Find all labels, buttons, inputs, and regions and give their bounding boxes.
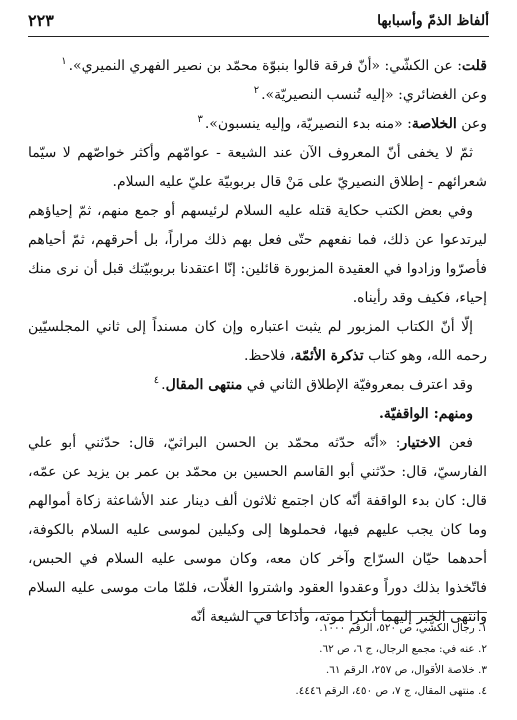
- paragraph-8: [28, 400, 487, 429]
- book-title-muntaha: منتهى المقال: [165, 377, 243, 393]
- running-title: ألفاظ الذمّ وأسبابها: [377, 13, 489, 29]
- footnote-2: ٢. عنه في: مجمع الرجال، ج ٦، ص ٦٢.: [319, 643, 487, 655]
- section-waqifiyya: الواقفيّة: [383, 406, 429, 422]
- label-khulasa: الخلاصة: [411, 116, 457, 132]
- paragraph-4: ثمّ لا يخفى أنّ المعروف الآن عند الشيعة - عوامّهم وأكثر خواصّهم لا سيّما شعرائهم - إطلاق النصيريّ على مَنْ قال بربوبيّة عليّ عليه السلام.: [28, 145, 487, 190]
- footnote-ref-2: ٢: [253, 85, 260, 97]
- paragraph-3-prefix: وعن: [456, 116, 487, 132]
- page-number: ٢٢٣: [28, 11, 54, 30]
- book-title-tadhkira: تذكرة الأئمّة: [294, 348, 364, 364]
- footnote-4: ٤. منتهى المقال، ج ٧، ص ٤٥٠، الرقم ٤٤٤٦.: [295, 685, 487, 697]
- footnote-3: ٣. خلاصة الأقوال، ص ٢٥٧، الرقم ٦١.: [325, 664, 487, 676]
- footnote-1: ١. رجال الكشّي، ص ٥٢٠، الرقم ١٠٠٠.: [319, 622, 487, 634]
- paragraph-9: [28, 429, 487, 632]
- footnote-divider: [247, 612, 487, 613]
- paragraph-8-text-a: ومنهم:: [428, 406, 473, 422]
- paragraph-5: وفي بعض الكتب حكاية قتله عليه السلام لرئيسهم أو جمع منهم، ثمّ إحياؤهم ليرتدعوا عن ذلك، فما نفعهم حتّى فعل بهم ذلك مراراً، بل أحرقهم، ثمّ أحياهم فأصرّوا وزادوا في العقيدة المزبورة قائلين: إنّا اعتقدنا بربوبيّتك قبل أن نرى منك إحياء، فكيف وقد رأيناه.: [28, 203, 487, 306]
- label-qultu: قلت: [461, 58, 487, 74]
- paragraph-2: [28, 81, 487, 110]
- paragraph-9-text-b: : «أنّه حدّثه محمّد بن الحسن البراثيّ، قال: حدّثني أبو علي الفارسيّ، قال: حدّثني أبو القاسم الحسين بن محمّد بن عمر بن يزيد عن عمّه، قال: كان بدء الواقفة أنّه كان اجتمع ثلاثون ألف دينار عند الأشاعثة زكاة أموالهم وما كان يجب عليهم فيها، فحملوها إلى وكيلين لموسى عليه السلام بالكوفة، أحدهما حيّان السرّاج وآخر كان معه، وكان موسى عليه السلام في الحبس، فاتّخذوا بذلك دوراً وعقدوا العقود واشتروا الغلّات، فلمّا مات موسى عليه السلام وانتهى الخبر إليهما أنكرا موته، وأذاعا في الشيعة أنّه: [28, 435, 487, 625]
- paragraph-6-text-a: إلّا أنّ الكتاب المزبور لم يثبت اعتباره وإن كان مسنداً إلى ثاني المجلسيّين رحمه الله، وهو كتاب: [28, 319, 487, 364]
- paragraph-1: [28, 52, 487, 81]
- footnote-ref-3: ٣: [197, 114, 203, 126]
- footnotes: [28, 618, 487, 702]
- paragraph-7-text-b: .: [161, 377, 166, 393]
- paragraph-9-text-a: فعن: [440, 435, 473, 451]
- paragraph-7: [28, 371, 487, 400]
- paragraph-6: [28, 313, 487, 371]
- paragraph-7-text-a: وقد اعترف بمعروفيّة الإطلاق الثاني في: [242, 377, 473, 393]
- paragraph-3-text: : «منه بدء النصيريّة، وإليه ينسبون».: [204, 116, 412, 132]
- footnote-ref-1: ١: [61, 56, 67, 68]
- label-ikhtiyar: الاختيار: [400, 435, 441, 451]
- page-header: [28, 10, 489, 37]
- paragraph-8-text-b: .: [379, 406, 384, 422]
- paragraph-6-text-b: ، فلاحظ.: [244, 348, 295, 364]
- footnote-ref-4: ٤: [153, 375, 160, 387]
- main-text: [28, 52, 487, 632]
- paragraph-2-text: وعن الغضائري: «إليه تُنسب النصيريّة».: [261, 87, 487, 103]
- paragraph-1-text: : عن الكشّي: «أنّ فرقة قالوا بنبوّة محمّد بن نصير الفهري النميري».: [68, 58, 462, 74]
- paragraph-3: [28, 110, 487, 139]
